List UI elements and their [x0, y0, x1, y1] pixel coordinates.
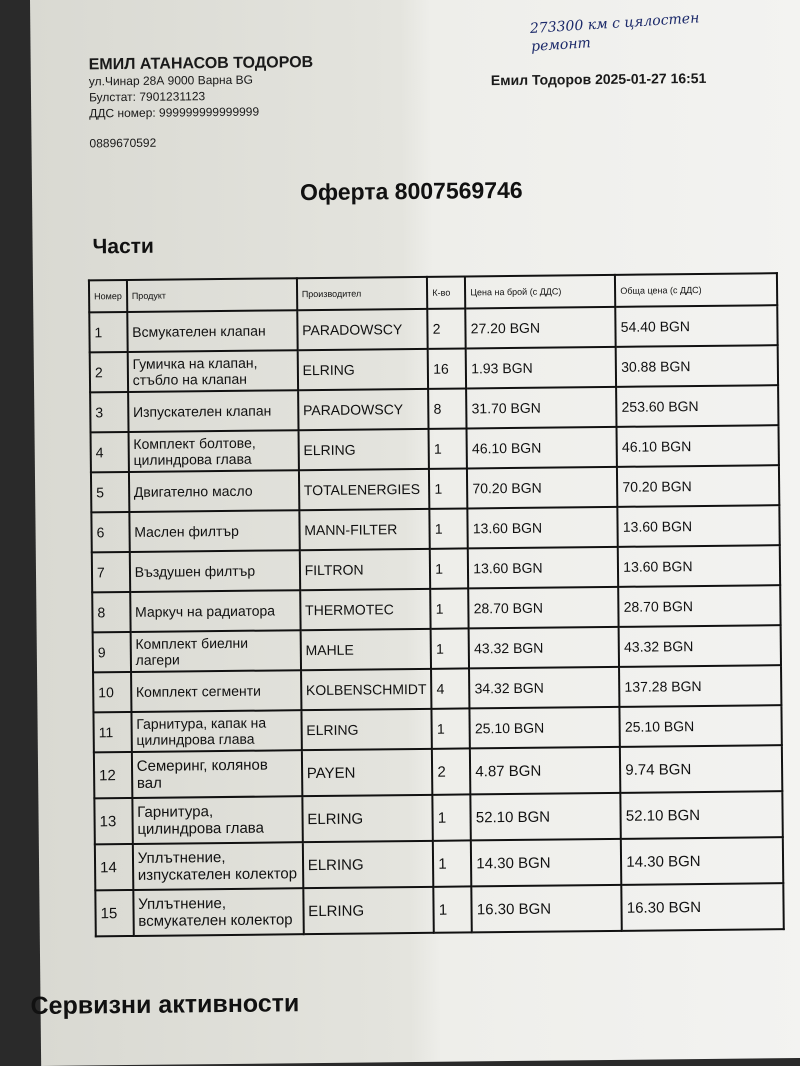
quantity: 1	[430, 548, 468, 588]
unit-price: 70.20 BGN	[467, 467, 617, 509]
total-price: 46.10 BGN	[617, 425, 779, 467]
unit-price: 4.87 BGN	[470, 747, 620, 795]
services-heading: Сервизни активности	[30, 989, 300, 1021]
manufacturer: ELRING	[303, 887, 434, 934]
product: Уплътнение, изпускателен колектор	[133, 842, 303, 890]
total-price: 253.60 BGN	[616, 385, 778, 427]
table-row	[95, 883, 783, 936]
unit-price: 14.30 BGN	[471, 839, 621, 887]
column-header: К-во	[427, 276, 465, 308]
product: Комплект болтове, цилиндрова глава	[128, 430, 298, 472]
row-number: 14	[95, 844, 133, 890]
quantity: 1	[430, 508, 468, 548]
manufacturer: TOTALENERGIES	[299, 469, 430, 510]
manufacturer: ELRING	[298, 429, 429, 470]
product: Комплект биелни лагери	[130, 630, 300, 672]
row-number: 10	[93, 672, 131, 712]
total-price: 25.10 BGN	[620, 705, 782, 747]
product: Гарнитура, капак на цилиндрова глава	[131, 710, 301, 752]
manufacturer: PAYEN	[302, 749, 433, 796]
table-row	[95, 837, 783, 890]
product: Двигателно масло	[129, 470, 299, 512]
quantity: 1	[429, 468, 467, 508]
unit-price: 27.20 BGN	[466, 307, 616, 349]
quantity: 1	[430, 588, 468, 628]
unit-price: 52.10 BGN	[471, 793, 621, 841]
quantity: 1	[429, 428, 467, 468]
total-price: 13.60 BGN	[618, 505, 780, 547]
unit-price: 43.32 BGN	[469, 627, 619, 669]
quantity: 1	[433, 840, 471, 886]
column-header: Цена на брой (с ДДС)	[465, 275, 615, 309]
total-price: 28.70 BGN	[618, 585, 780, 627]
offer-document	[30, 0, 800, 1066]
row-number: 13	[94, 798, 132, 844]
product: Маркуч на радиатора	[130, 590, 300, 632]
product: Гарнитура, цилиндрова глава	[132, 796, 302, 844]
column-header: Продукт	[127, 278, 297, 312]
row-number: 3	[90, 392, 128, 432]
row-number: 6	[91, 512, 129, 552]
row-number: 9	[93, 632, 131, 672]
quantity: 2	[432, 748, 470, 794]
manufacturer: THERMOTEC	[300, 589, 431, 630]
manufacturer: ELRING	[301, 709, 432, 750]
handwritten-note: 273300 км с цялостен ремонт	[529, 10, 700, 55]
quantity: 2	[428, 308, 466, 348]
row-number: 15	[95, 890, 133, 936]
unit-price: 16.30 BGN	[472, 885, 622, 933]
manufacturer: MANN-FILTER	[299, 509, 430, 550]
total-price: 54.40 BGN	[616, 305, 778, 347]
column-header: Производител	[297, 277, 428, 310]
row-number: 4	[91, 432, 129, 472]
product: Маслен филтър	[129, 510, 299, 552]
total-price: 9.74 BGN	[620, 745, 782, 793]
manufacturer: PARADOWSCY	[298, 389, 429, 430]
total-price: 70.20 BGN	[617, 465, 779, 507]
product: Гумичка на клапан, стъбло на клапан	[127, 350, 297, 392]
issuer-stamp: Емил Тодоров 2025-01-27 16:51	[490, 69, 707, 89]
unit-price: 13.60 BGN	[468, 547, 618, 589]
unit-price: 46.10 BGN	[467, 427, 617, 469]
column-header: Обща цена (с ДДС)	[615, 273, 777, 307]
manufacturer: ELRING	[297, 349, 428, 390]
table-row	[94, 745, 782, 798]
manufacturer: ELRING	[303, 841, 434, 888]
product: Комплект сегменти	[131, 670, 301, 712]
company-bulstat: Булстат: 7901231123	[88, 89, 206, 105]
row-number: 11	[93, 712, 131, 752]
total-price: 16.30 BGN	[622, 883, 784, 931]
company-address: ул.Чинар 28А 9000 Варна BG	[88, 72, 254, 89]
company-name: ЕМИЛ АТАНАСОВ ТОДОРОВ	[88, 54, 314, 74]
row-number: 2	[90, 352, 128, 392]
offer-title: Оферта 8007569746	[299, 176, 523, 206]
manufacturer: KOLBENSCHMIDT	[301, 669, 432, 710]
total-price: 52.10 BGN	[621, 791, 783, 839]
quantity: 1	[432, 708, 470, 748]
unit-price: 31.70 BGN	[466, 387, 616, 429]
manufacturer: FILTRON	[299, 549, 430, 590]
quantity: 1	[434, 886, 472, 932]
product: Семеринг, колянов вал	[132, 750, 302, 798]
product: Уплътнение, всмукателен колектор	[133, 888, 303, 936]
row-number: 8	[92, 592, 130, 632]
unit-price: 13.60 BGN	[468, 507, 618, 549]
product: Изпускателен клапан	[128, 390, 298, 432]
parts-table	[88, 272, 785, 937]
total-price: 137.28 BGN	[619, 665, 781, 707]
quantity: 1	[431, 628, 469, 668]
table-row	[94, 791, 782, 844]
row-number: 5	[91, 472, 129, 512]
total-price: 43.32 BGN	[619, 625, 781, 667]
quantity: 16	[428, 348, 466, 388]
row-number: 12	[94, 752, 132, 798]
product: Въздушен филтър	[129, 550, 299, 592]
column-header: Номер	[89, 280, 127, 312]
manufacturer: PARADOWSCY	[297, 309, 428, 350]
company-phone: 0889670592	[89, 135, 157, 151]
row-number: 7	[92, 552, 130, 592]
unit-price: 28.70 BGN	[468, 587, 618, 629]
quantity: 1	[433, 794, 471, 840]
quantity: 4	[431, 668, 469, 708]
parts-heading: Части	[92, 234, 155, 259]
product: Всмукателен клапан	[127, 310, 297, 352]
quantity: 8	[428, 388, 466, 428]
manufacturer: ELRING	[302, 795, 433, 842]
total-price: 13.60 BGN	[618, 545, 780, 587]
total-price: 30.88 BGN	[616, 345, 778, 387]
row-number: 1	[89, 312, 127, 352]
unit-price: 1.93 BGN	[466, 347, 616, 389]
unit-price: 25.10 BGN	[470, 707, 620, 749]
company-info	[89, 55, 314, 151]
unit-price: 34.32 BGN	[469, 667, 619, 709]
company-vat: ДДС номер: 999999999999999	[89, 104, 260, 121]
manufacturer: MAHLE	[300, 629, 431, 670]
total-price: 14.30 BGN	[621, 837, 783, 885]
